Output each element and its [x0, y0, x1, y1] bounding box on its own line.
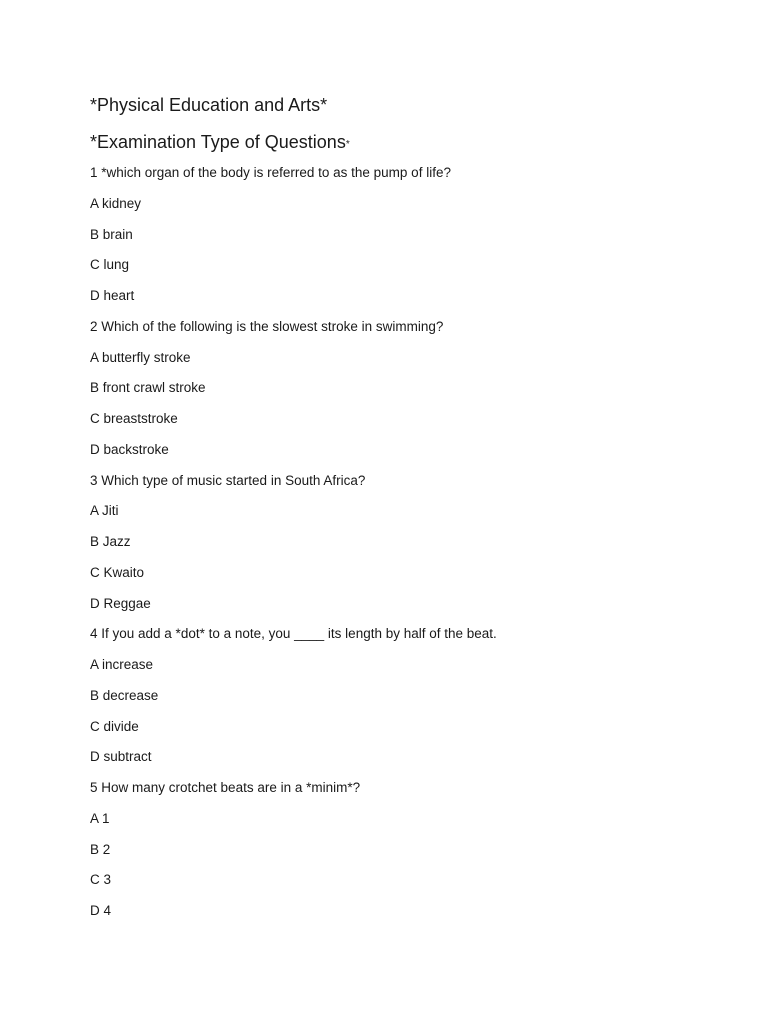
question-5 — [90, 779, 710, 920]
option-b: B Jazz — [90, 534, 131, 549]
option-d: D subtract — [90, 749, 152, 765]
question-text: 2 Which of the following is the slowest stroke in swimming? — [90, 318, 444, 334]
question-1 — [90, 164, 710, 305]
question-text: 1 *which organ of the body is referred to as the pump of life? — [90, 165, 451, 180]
option-c: C breaststroke — [90, 411, 178, 426]
option-d: D backstroke — [90, 441, 169, 457]
option-b: B 2 — [90, 841, 111, 857]
option-a: A Jiti — [90, 503, 119, 519]
question-text: 4 If you add a *dot* to a note, you ____ its length by half of the beat. — [90, 626, 497, 642]
document-subtitle — [90, 129, 710, 158]
question-text: 5 How many crotchet beats are in a *minim*? — [90, 780, 361, 795]
option-b: B decrease — [90, 687, 159, 703]
option-b: B front crawl stroke — [90, 380, 206, 396]
option-d: D heart — [90, 288, 135, 303]
option-c: C 3 — [90, 872, 112, 888]
question-2 — [90, 318, 710, 459]
option-c: C lung — [90, 257, 130, 273]
option-b: B brain — [90, 226, 133, 242]
question-text: 3 Which type of music started in South Africa? — [90, 472, 366, 488]
question-4 — [90, 625, 710, 766]
question-3 — [90, 472, 710, 613]
subtitle-text: *Examination Type of Questions — [90, 132, 346, 152]
option-a: A butterfly stroke — [90, 349, 191, 365]
option-a: A kidney — [90, 195, 142, 211]
document-title: *Physical Education and Arts* — [90, 95, 328, 115]
option-a: A increase — [90, 657, 154, 672]
option-c: C Kwaito — [90, 564, 145, 580]
option-d: D 4 — [90, 903, 112, 918]
option-c: C divide — [90, 718, 139, 734]
document-body — [90, 92, 710, 933]
option-d: D Reggae — [90, 595, 151, 611]
subtitle-star: * — [345, 139, 350, 150]
option-a: A 1 — [90, 810, 110, 826]
